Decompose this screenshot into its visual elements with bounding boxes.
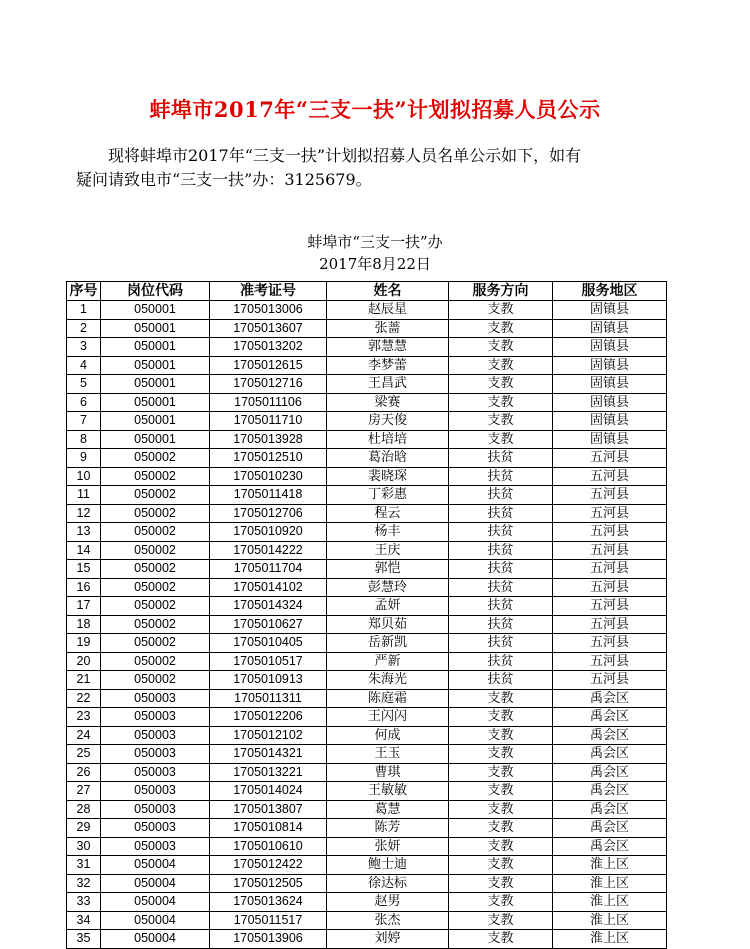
- cell-name: 丁彩惠: [327, 486, 449, 505]
- cell-post-code: 050002: [101, 615, 210, 634]
- cell-service-area: 禹会区: [553, 800, 667, 819]
- cell-service-type: 支教: [449, 856, 553, 875]
- cell-service-type: 支教: [449, 819, 553, 838]
- cell-service-type: 扶贫: [449, 467, 553, 486]
- cell-service-type: 扶贫: [449, 671, 553, 690]
- cell-service-type: 支教: [449, 763, 553, 782]
- cell-index: 6: [67, 393, 101, 412]
- header-name: 姓名: [327, 282, 449, 301]
- cell-name: 孟妍: [327, 597, 449, 616]
- table-row: [67, 893, 667, 912]
- cell-service-area: 禹会区: [553, 763, 667, 782]
- cell-index: 16: [67, 578, 101, 597]
- cell-name: 曹琪: [327, 763, 449, 782]
- cell-index: 24: [67, 726, 101, 745]
- cell-service-type: 支教: [449, 726, 553, 745]
- cell-post-code: 050002: [101, 634, 210, 653]
- cell-service-type: 支教: [449, 356, 553, 375]
- cell-index: 27: [67, 782, 101, 801]
- cell-post-code: 050003: [101, 837, 210, 856]
- cell-index: 11: [67, 486, 101, 505]
- cell-exam-number: 1705014024: [210, 782, 327, 801]
- cell-name: 葛慧: [327, 800, 449, 819]
- cell-service-type: 扶贫: [449, 541, 553, 560]
- cell-exam-number: 1705010610: [210, 837, 327, 856]
- cell-index: 28: [67, 800, 101, 819]
- cell-service-type: 支教: [449, 893, 553, 912]
- cell-service-area: 五河县: [553, 486, 667, 505]
- cell-exam-number: 1705012422: [210, 856, 327, 875]
- table-row: [67, 745, 667, 764]
- cell-name: 鲍士迪: [327, 856, 449, 875]
- cell-service-area: 五河县: [553, 504, 667, 523]
- cell-service-type: 扶贫: [449, 597, 553, 616]
- cell-service-area: 五河县: [553, 541, 667, 560]
- cell-index: 21: [67, 671, 101, 690]
- cell-name: 杨丰: [327, 523, 449, 542]
- table-row: [67, 430, 667, 449]
- cell-service-area: 固镇县: [553, 412, 667, 431]
- cell-service-area: 禹会区: [553, 689, 667, 708]
- cell-service-area: 五河县: [553, 652, 667, 671]
- cell-post-code: 050004: [101, 911, 210, 930]
- cell-index: 1: [67, 301, 101, 320]
- cell-service-area: 禹会区: [553, 745, 667, 764]
- table-row: [67, 689, 667, 708]
- cell-exam-number: 1705010814: [210, 819, 327, 838]
- cell-index: 25: [67, 745, 101, 764]
- cell-index: 17: [67, 597, 101, 616]
- cell-exam-number: 1705013006: [210, 301, 327, 320]
- cell-service-area: 禹会区: [553, 819, 667, 838]
- cell-name: 何成: [327, 726, 449, 745]
- cell-service-type: 支教: [449, 412, 553, 431]
- cell-index: 14: [67, 541, 101, 560]
- header-post-code: 岗位代码: [101, 282, 210, 301]
- cell-service-area: 五河县: [553, 597, 667, 616]
- cell-name: 葛治晗: [327, 449, 449, 468]
- cell-exam-number: 1705011710: [210, 412, 327, 431]
- cell-post-code: 050002: [101, 671, 210, 690]
- cell-service-area: 淮上区: [553, 856, 667, 875]
- cell-index: 32: [67, 874, 101, 893]
- table-row: [67, 782, 667, 801]
- cell-service-area: 淮上区: [553, 911, 667, 930]
- cell-service-type: 扶贫: [449, 634, 553, 653]
- table-row: [67, 486, 667, 505]
- cell-service-type: 支教: [449, 375, 553, 394]
- cell-name: 彭慧玲: [327, 578, 449, 597]
- cell-index: 31: [67, 856, 101, 875]
- table-row: [67, 393, 667, 412]
- cell-service-type: 支教: [449, 338, 553, 357]
- header-service-type: 服务方向: [449, 282, 553, 301]
- cell-exam-number: 1705013221: [210, 763, 327, 782]
- cell-index: 9: [67, 449, 101, 468]
- cell-exam-number: 1705012716: [210, 375, 327, 394]
- cell-exam-number: 1705014222: [210, 541, 327, 560]
- cell-exam-number: 1705012505: [210, 874, 327, 893]
- cell-service-type: 支教: [449, 689, 553, 708]
- cell-index: 34: [67, 911, 101, 930]
- table-row: [67, 911, 667, 930]
- cell-service-area: 固镇县: [553, 301, 667, 320]
- cell-service-type: 支教: [449, 837, 553, 856]
- cell-service-type: 支教: [449, 708, 553, 727]
- table-row: [67, 597, 667, 616]
- cell-exam-number: 1705012510: [210, 449, 327, 468]
- table-row: [67, 837, 667, 856]
- table-row: [67, 338, 667, 357]
- table-row: [67, 763, 667, 782]
- table-row: [67, 856, 667, 875]
- cell-service-area: 禹会区: [553, 782, 667, 801]
- table-row: [67, 652, 667, 671]
- cell-name: 裴晓琛: [327, 467, 449, 486]
- cell-exam-number: 1705010230: [210, 467, 327, 486]
- cell-post-code: 050002: [101, 467, 210, 486]
- cell-name: 刘婷: [327, 930, 449, 949]
- cell-index: 30: [67, 837, 101, 856]
- cell-post-code: 050001: [101, 356, 210, 375]
- cell-exam-number: 1705013906: [210, 930, 327, 949]
- notice-line-1: 现将蚌埠市2017年“三支一扶”计划拟招募人员名单公示如下，如有: [108, 146, 582, 165]
- cell-exam-number: 1705012206: [210, 708, 327, 727]
- cell-index: 8: [67, 430, 101, 449]
- cell-post-code: 050003: [101, 819, 210, 838]
- cell-name: 赵辰星: [327, 301, 449, 320]
- table-row: [67, 449, 667, 468]
- cell-service-area: 五河县: [553, 560, 667, 579]
- cell-exam-number: 1705013928: [210, 430, 327, 449]
- cell-name: 王庆: [327, 541, 449, 560]
- cell-exam-number: 1705010517: [210, 652, 327, 671]
- table-row: [67, 930, 667, 949]
- cell-exam-number: 1705013202: [210, 338, 327, 357]
- cell-service-type: 扶贫: [449, 652, 553, 671]
- table-row: [67, 560, 667, 579]
- cell-name: 房天俊: [327, 412, 449, 431]
- table-row: [67, 671, 667, 690]
- cell-exam-number: 1705011106: [210, 393, 327, 412]
- cell-exam-number: 1705013607: [210, 319, 327, 338]
- cell-post-code: 050001: [101, 319, 210, 338]
- cell-service-type: 扶贫: [449, 504, 553, 523]
- table-row: [67, 800, 667, 819]
- cell-exam-number: 1705010920: [210, 523, 327, 542]
- cell-service-type: 支教: [449, 874, 553, 893]
- cell-post-code: 050001: [101, 430, 210, 449]
- cell-service-area: 淮上区: [553, 930, 667, 949]
- cell-name: 王闪闪: [327, 708, 449, 727]
- cell-service-area: 禹会区: [553, 837, 667, 856]
- cell-name: 梁赛: [327, 393, 449, 412]
- cell-name: 杜培培: [327, 430, 449, 449]
- cell-index: 4: [67, 356, 101, 375]
- cell-service-area: 五河县: [553, 671, 667, 690]
- cell-service-area: 固镇县: [553, 430, 667, 449]
- header-index: 序号: [67, 282, 101, 301]
- cell-index: 3: [67, 338, 101, 357]
- table-row: [67, 541, 667, 560]
- table-row: [67, 708, 667, 727]
- cell-index: 15: [67, 560, 101, 579]
- header-exam-number: 准考证号: [210, 282, 327, 301]
- cell-service-type: 支教: [449, 782, 553, 801]
- cell-name: 张妍: [327, 837, 449, 856]
- recruits-table: [66, 281, 667, 949]
- cell-service-area: 禹会区: [553, 708, 667, 727]
- cell-service-type: 扶贫: [449, 578, 553, 597]
- cell-name: 陈芳: [327, 819, 449, 838]
- cell-post-code: 050001: [101, 393, 210, 412]
- cell-index: 22: [67, 689, 101, 708]
- header-service-area: 服务地区: [553, 282, 667, 301]
- cell-post-code: 050001: [101, 375, 210, 394]
- cell-service-type: 支教: [449, 800, 553, 819]
- cell-exam-number: 1705011311: [210, 689, 327, 708]
- cell-service-type: 支教: [449, 393, 553, 412]
- cell-index: 26: [67, 763, 101, 782]
- table-row: [67, 615, 667, 634]
- cell-name: 李梦蕾: [327, 356, 449, 375]
- cell-name: 郑贝茹: [327, 615, 449, 634]
- cell-post-code: 050002: [101, 449, 210, 468]
- cell-service-area: 固镇县: [553, 356, 667, 375]
- table-row: [67, 726, 667, 745]
- cell-exam-number: 1705012706: [210, 504, 327, 523]
- cell-exam-number: 1705013624: [210, 893, 327, 912]
- cell-post-code: 050004: [101, 874, 210, 893]
- cell-exam-number: 1705012102: [210, 726, 327, 745]
- cell-post-code: 050003: [101, 745, 210, 764]
- cell-service-type: 扶贫: [449, 560, 553, 579]
- cell-name: 岳新凯: [327, 634, 449, 653]
- cell-exam-number: 1705010627: [210, 615, 327, 634]
- cell-name: 张蔷: [327, 319, 449, 338]
- cell-index: 7: [67, 412, 101, 431]
- cell-index: 19: [67, 634, 101, 653]
- cell-exam-number: 1705011517: [210, 911, 327, 930]
- cell-exam-number: 1705010405: [210, 634, 327, 653]
- cell-name: 程云: [327, 504, 449, 523]
- cell-service-area: 淮上区: [553, 893, 667, 912]
- cell-post-code: 050003: [101, 726, 210, 745]
- cell-service-area: 五河县: [553, 578, 667, 597]
- cell-post-code: 050004: [101, 930, 210, 949]
- cell-service-area: 禹会区: [553, 726, 667, 745]
- cell-name: 郭慧慧: [327, 338, 449, 357]
- cell-post-code: 050002: [101, 560, 210, 579]
- cell-name: 赵男: [327, 893, 449, 912]
- cell-post-code: 050002: [101, 523, 210, 542]
- cell-name: 王昌武: [327, 375, 449, 394]
- cell-exam-number: 1705010913: [210, 671, 327, 690]
- cell-index: 2: [67, 319, 101, 338]
- cell-service-type: 扶贫: [449, 523, 553, 542]
- table-header-row: [67, 282, 667, 301]
- table-row: [67, 412, 667, 431]
- table-row: [67, 301, 667, 320]
- cell-exam-number: 1705014321: [210, 745, 327, 764]
- cell-post-code: 050002: [101, 597, 210, 616]
- cell-name: 徐达标: [327, 874, 449, 893]
- table-row: [67, 356, 667, 375]
- cell-service-type: 扶贫: [449, 486, 553, 505]
- cell-service-type: 扶贫: [449, 615, 553, 634]
- cell-exam-number: 1705012615: [210, 356, 327, 375]
- cell-service-type: 支教: [449, 301, 553, 320]
- cell-service-area: 五河县: [553, 523, 667, 542]
- cell-post-code: 050003: [101, 800, 210, 819]
- cell-service-type: 支教: [449, 930, 553, 949]
- cell-post-code: 050002: [101, 504, 210, 523]
- cell-exam-number: 1705013807: [210, 800, 327, 819]
- cell-index: 29: [67, 819, 101, 838]
- cell-post-code: 050004: [101, 856, 210, 875]
- cell-service-area: 固镇县: [553, 319, 667, 338]
- cell-index: 12: [67, 504, 101, 523]
- table-row: [67, 375, 667, 394]
- cell-name: 张杰: [327, 911, 449, 930]
- cell-post-code: 050003: [101, 763, 210, 782]
- table-body: [67, 301, 667, 949]
- cell-post-code: 050001: [101, 338, 210, 357]
- cell-index: 33: [67, 893, 101, 912]
- cell-service-area: 五河县: [553, 615, 667, 634]
- cell-service-type: 支教: [449, 430, 553, 449]
- cell-post-code: 050002: [101, 652, 210, 671]
- notice-line-2: 疑问请致电市“三支一扶”办：3125679。: [76, 170, 372, 189]
- cell-service-area: 五河县: [553, 449, 667, 468]
- cell-service-area: 五河县: [553, 467, 667, 486]
- cell-name: 王敏敏: [327, 782, 449, 801]
- table-row: [67, 874, 667, 893]
- cell-name: 郭恺: [327, 560, 449, 579]
- table-row: [67, 634, 667, 653]
- cell-name: 王玉: [327, 745, 449, 764]
- cell-name: 严新: [327, 652, 449, 671]
- cell-post-code: 050001: [101, 412, 210, 431]
- cell-exam-number: 1705011704: [210, 560, 327, 579]
- page-title: 蚌埠市2017年“三支一扶”计划拟招募人员公示: [149, 97, 601, 122]
- cell-exam-number: 1705014324: [210, 597, 327, 616]
- cell-service-area: 淮上区: [553, 874, 667, 893]
- cell-service-type: 支教: [449, 319, 553, 338]
- table-row: [67, 523, 667, 542]
- cell-name: 朱海光: [327, 671, 449, 690]
- cell-service-type: 扶贫: [449, 449, 553, 468]
- cell-post-code: 050001: [101, 301, 210, 320]
- table-row: [67, 504, 667, 523]
- cell-post-code: 050002: [101, 541, 210, 560]
- table-row: [67, 578, 667, 597]
- cell-service-area: 五河县: [553, 634, 667, 653]
- cell-name: 陈庭霜: [327, 689, 449, 708]
- issuer: 蚌埠市“三支一扶”办: [307, 233, 443, 251]
- cell-exam-number: 1705014102: [210, 578, 327, 597]
- cell-service-type: 支教: [449, 911, 553, 930]
- cell-service-type: 支教: [449, 745, 553, 764]
- issue-date: 2017年8月22日: [319, 255, 431, 273]
- cell-post-code: 050003: [101, 782, 210, 801]
- table-row: [67, 319, 667, 338]
- cell-service-area: 固镇县: [553, 393, 667, 412]
- cell-index: 35: [67, 930, 101, 949]
- table-row: [67, 819, 667, 838]
- cell-service-area: 固镇县: [553, 338, 667, 357]
- cell-index: 23: [67, 708, 101, 727]
- cell-index: 20: [67, 652, 101, 671]
- cell-index: 10: [67, 467, 101, 486]
- table-row: [67, 467, 667, 486]
- notice-paragraph: [76, 144, 666, 192]
- cell-index: 5: [67, 375, 101, 394]
- cell-post-code: 050002: [101, 578, 210, 597]
- cell-index: 18: [67, 615, 101, 634]
- cell-service-area: 固镇县: [553, 375, 667, 394]
- cell-post-code: 050004: [101, 893, 210, 912]
- cell-index: 13: [67, 523, 101, 542]
- cell-post-code: 050003: [101, 689, 210, 708]
- cell-post-code: 050002: [101, 486, 210, 505]
- cell-post-code: 050003: [101, 708, 210, 727]
- cell-exam-number: 1705011418: [210, 486, 327, 505]
